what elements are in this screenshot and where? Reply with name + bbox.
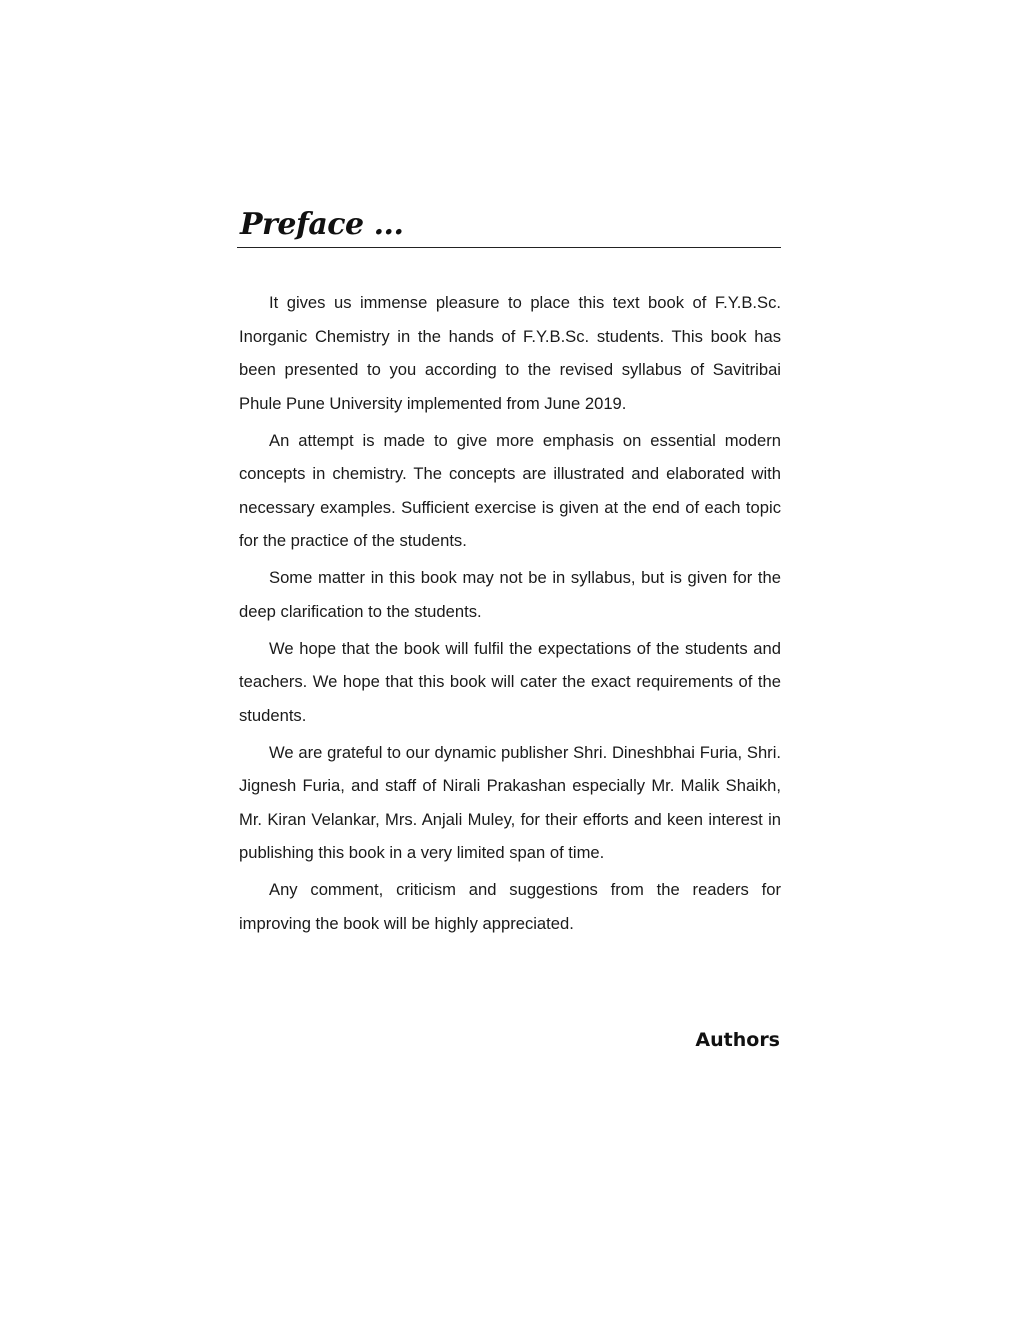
paragraph-1: It gives us immense pleasure to place this text book of F.Y.B.Sc. Inorganic Chemistry in the hands of F.Y.B.Sc. students. This book has been presented to you according to the revised syllabus of Savitribai Phule Pune University implemented from June 2019. bbox=[239, 293, 781, 413]
authors-signature: Authors bbox=[695, 1029, 780, 1051]
preface-page bbox=[239, 205, 781, 944]
page-title: Preface ... bbox=[240, 207, 404, 242]
paragraph-6: Any comment, criticism and suggestions from the readers for improving the book will be highly appreciated. bbox=[239, 880, 781, 933]
paragraph-4: We hope that the book will fulfil the expectations of the students and teachers. We hope that this book will cater the exact requirements of the students. bbox=[239, 638, 781, 725]
preface-body bbox=[239, 286, 781, 940]
paragraph-2: An attempt is made to give more emphasis on essential modern concepts in chemistry. The concepts are illustrated and elaborated with necessary examples. Sufficient exercise is given at the end of each topic for the practice of the students. bbox=[239, 430, 781, 550]
paragraph-3: Some matter in this book may not be in syllabus, but is given for the deep clarification to the students. bbox=[239, 568, 781, 621]
paragraph-5: We are grateful to our dynamic publisher Shri. Dineshbhai Furia, Shri. Jignesh Furia, and staff of Nirali Prakashan especially Mr. Malik Shaikh, Mr. Kiran Velankar, Mrs. Anjali Muley, for their efforts and keen interest in publishing this book in a very limited span of time. bbox=[239, 742, 781, 862]
title-underline bbox=[237, 247, 781, 248]
